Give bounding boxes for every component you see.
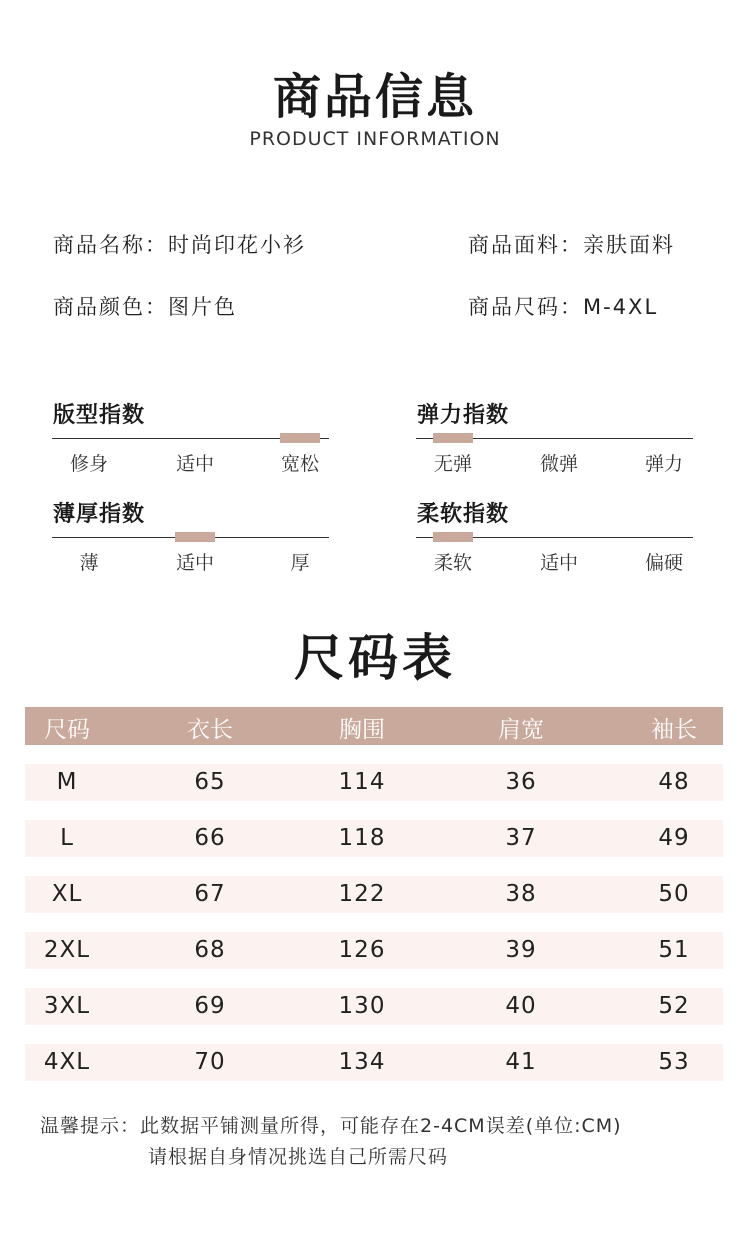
index-label: 微弹 xyxy=(539,453,578,475)
table-cell: 52 xyxy=(658,993,690,1019)
table-cell: 68 xyxy=(194,937,226,963)
table-cell: 114 xyxy=(338,769,386,795)
note-line-2: 请根据自身情况挑选自己所需尺码 xyxy=(148,1146,449,1168)
table-cell: 4XL xyxy=(43,1049,91,1075)
table-header-cell: 衣长 xyxy=(187,717,233,743)
table-cell: 48 xyxy=(658,769,690,795)
index-title: 弹力指数 xyxy=(417,403,510,428)
table-cell: 134 xyxy=(338,1049,386,1075)
table-header-cell: 肩宽 xyxy=(498,717,544,743)
info-value: 亲肤面料 xyxy=(583,233,675,257)
index-label: 偏硬 xyxy=(644,552,683,574)
table-cell: 66 xyxy=(194,825,226,851)
index-title: 版型指数 xyxy=(53,403,146,428)
info-item-size xyxy=(468,291,658,321)
table-header-cell: 袖长 xyxy=(651,717,697,743)
info-label: 商品颜色： xyxy=(53,295,168,319)
note-line-1: 温馨提示：此数据平铺测量所得，可能存在2-4CM误差(单位:CM) xyxy=(40,1115,622,1137)
table-cell: 67 xyxy=(194,881,226,907)
table-header-cell: 胸围 xyxy=(339,717,385,743)
index-selected-marker xyxy=(433,433,473,443)
table-cell: 69 xyxy=(194,993,226,1019)
table-cell: 51 xyxy=(658,937,690,963)
index-label: 厚 xyxy=(290,552,310,574)
index-label: 弹力 xyxy=(644,453,683,475)
size-table-title: 尺码表 xyxy=(294,629,456,687)
table-cell: 50 xyxy=(658,881,690,907)
info-label: 商品面料： xyxy=(468,233,583,257)
table-header-cell: 尺码 xyxy=(44,717,90,743)
index-label: 适中 xyxy=(175,453,214,475)
index-selected-marker xyxy=(433,532,473,542)
info-value: 图片色 xyxy=(168,295,237,319)
table-cell: 70 xyxy=(194,1049,226,1075)
page-title: 商品信息 xyxy=(272,69,477,125)
index-label: 适中 xyxy=(175,552,214,574)
table-cell: 37 xyxy=(505,825,537,851)
index-label: 薄 xyxy=(79,552,99,574)
index-selected-marker xyxy=(280,433,320,443)
info-value: 时尚印花小衫 xyxy=(168,233,306,257)
table-cell: 126 xyxy=(338,937,386,963)
info-label: 商品名称： xyxy=(53,233,168,257)
table-cell: 49 xyxy=(658,825,690,851)
index-title: 薄厚指数 xyxy=(53,502,146,527)
index-label: 宽松 xyxy=(280,453,319,475)
index-label: 修身 xyxy=(69,453,108,475)
info-item-color xyxy=(53,291,237,321)
info-label: 商品尺码： xyxy=(468,295,583,319)
table-cell: 118 xyxy=(338,825,386,851)
table-cell: 53 xyxy=(658,1049,690,1075)
info-item-name xyxy=(53,229,306,259)
index-label: 无弹 xyxy=(433,453,472,475)
table-cell: 40 xyxy=(505,993,537,1019)
table-cell: M xyxy=(56,769,78,795)
table-cell: 65 xyxy=(194,769,226,795)
index-label: 适中 xyxy=(539,552,578,574)
table-cell: 36 xyxy=(505,769,537,795)
table-cell: 3XL xyxy=(43,993,91,1019)
table-cell: 130 xyxy=(338,993,386,1019)
index-label: 柔软 xyxy=(433,552,472,574)
info-value: M-4XL xyxy=(583,295,659,319)
table-cell: 39 xyxy=(505,937,537,963)
table-cell: 122 xyxy=(338,881,386,907)
table-cell: 38 xyxy=(505,881,537,907)
page-subtitle: PRODUCT INFORMATION xyxy=(249,128,501,150)
index-selected-marker xyxy=(175,532,215,542)
info-item-fabric xyxy=(468,229,675,259)
table-cell: L xyxy=(60,825,74,851)
table-cell: XL xyxy=(51,881,83,907)
index-title: 柔软指数 xyxy=(417,502,510,527)
table-cell: 2XL xyxy=(43,937,91,963)
table-cell: 41 xyxy=(505,1049,537,1075)
